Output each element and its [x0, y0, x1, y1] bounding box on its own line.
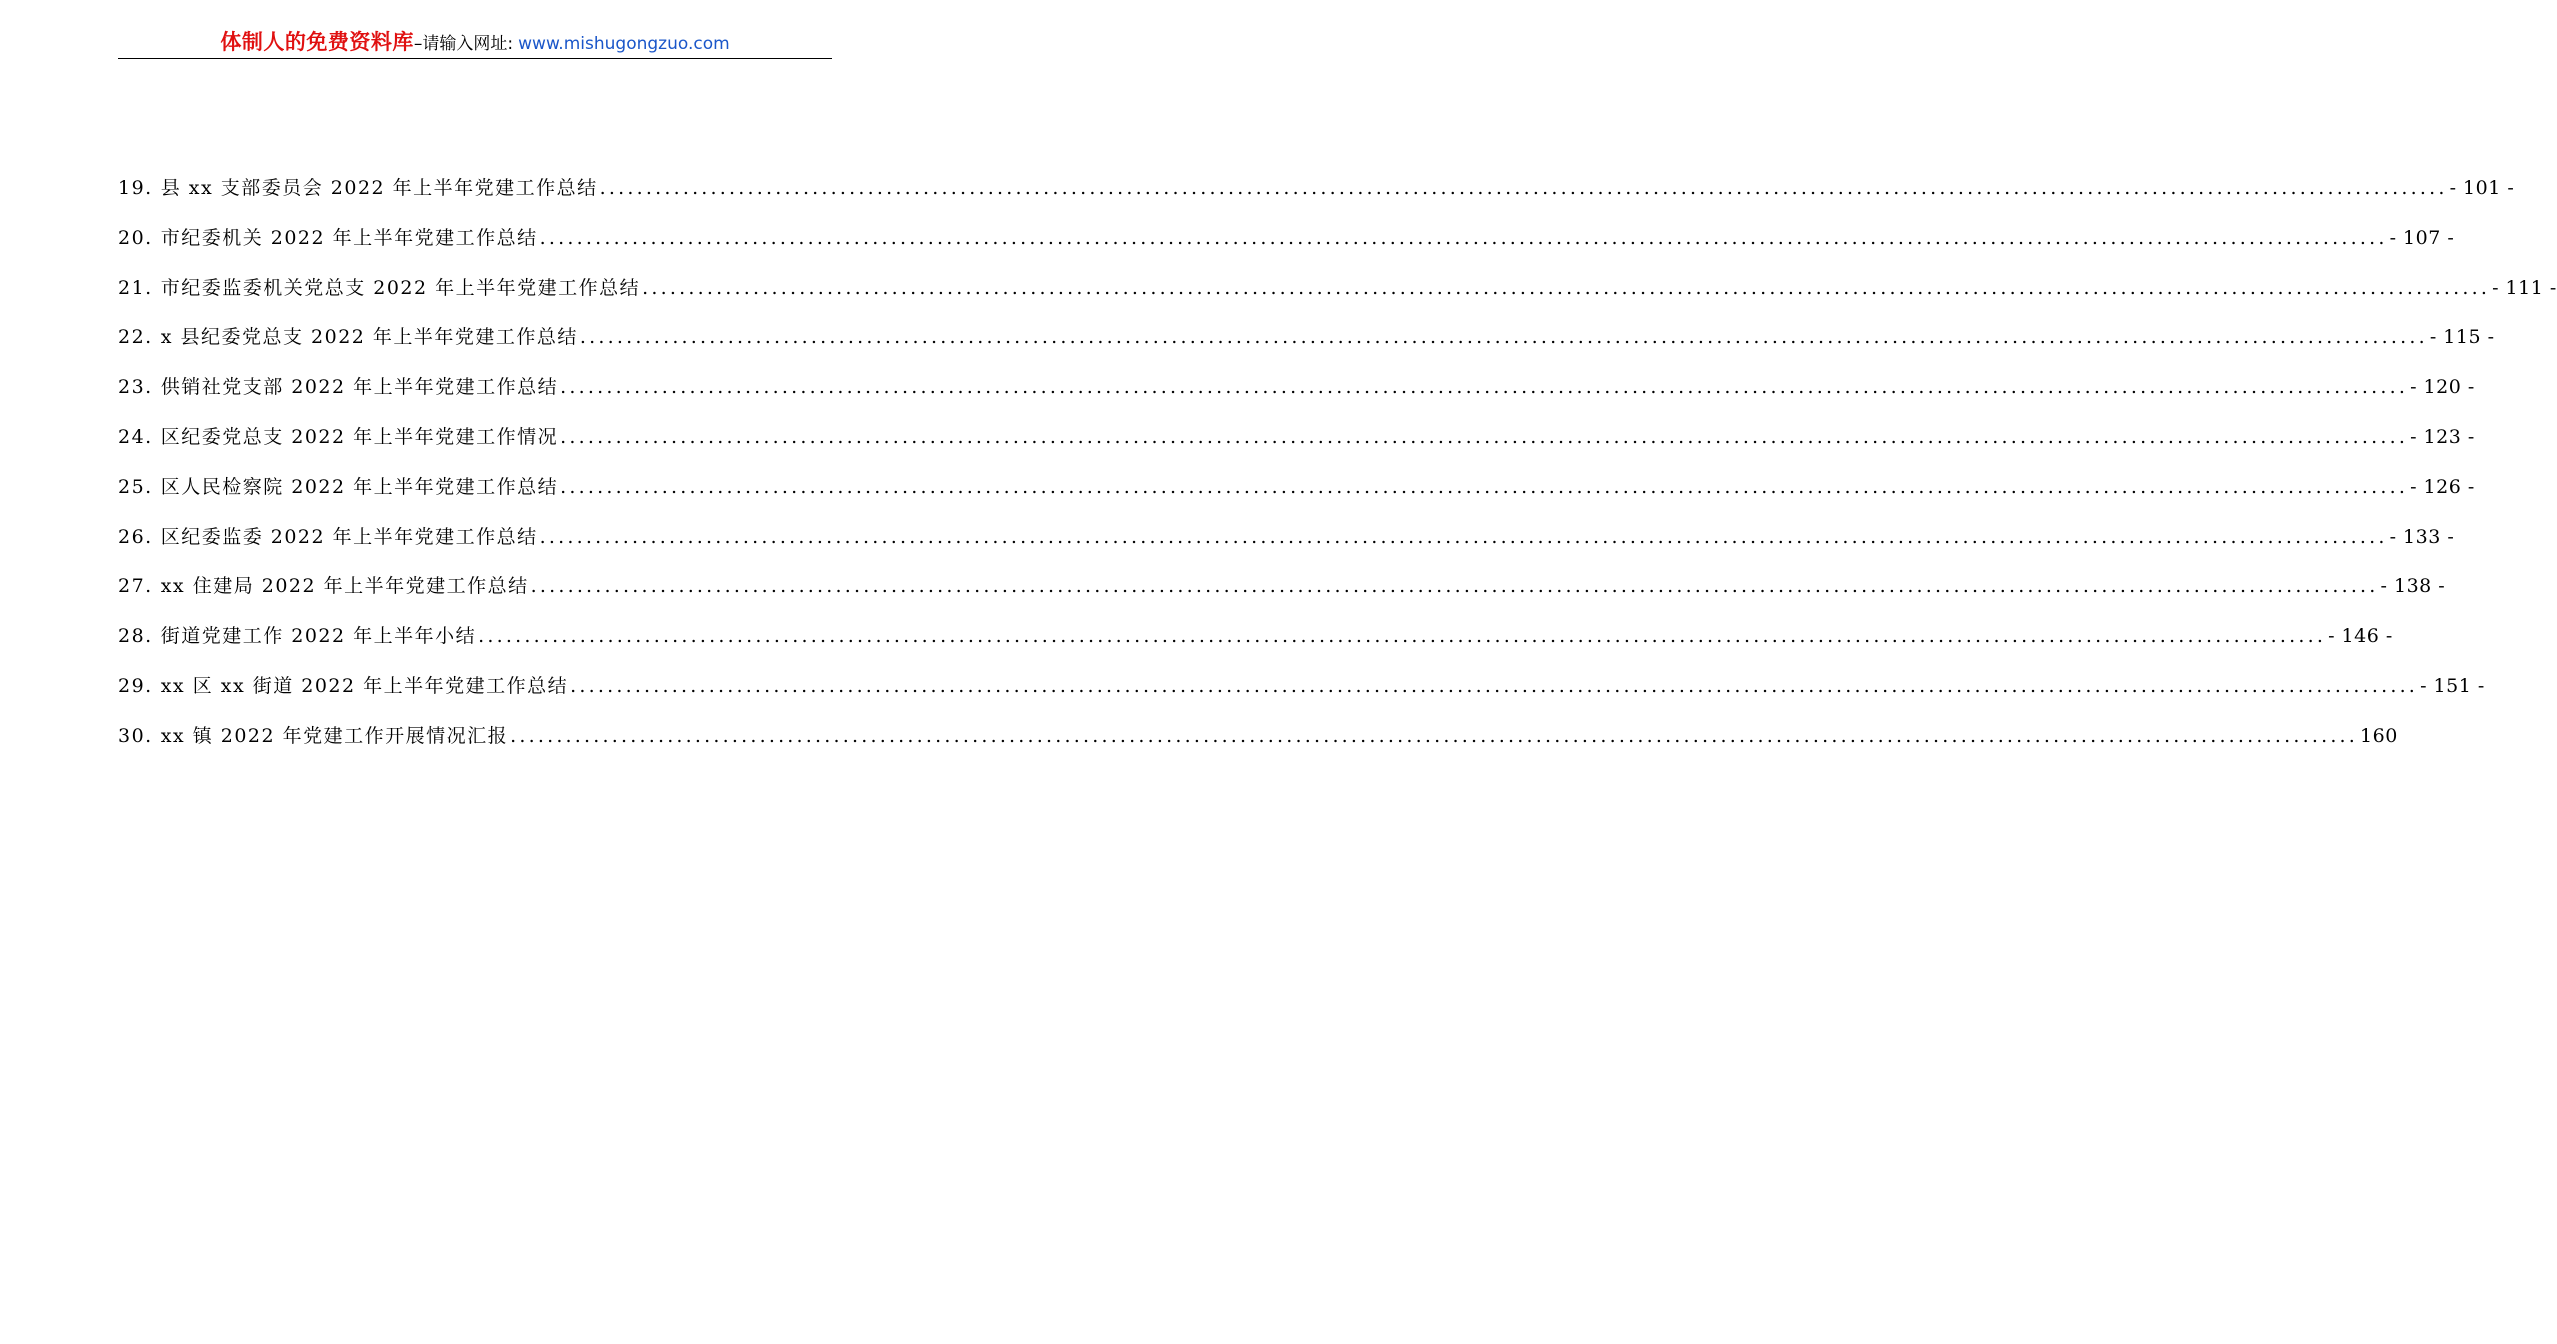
toc-entry-page: 160 — [2360, 724, 2398, 747]
toc-entry-27[interactable] — [118, 566, 2446, 616]
toc-entry-number: 23. — [118, 376, 153, 399]
toc-entry-page: - 146 - — [2328, 625, 2393, 648]
toc-entry-page: - 115 - — [2429, 326, 2495, 349]
toc-entry-title: 市纪委监委机关党总支 2022 年上半年党建工作总结 — [160, 276, 641, 299]
toc-entry-23[interactable] — [118, 367, 2475, 417]
brand-title: 体制人的免费资料库 — [220, 30, 414, 54]
toc-leader-dots: ........................................................................................................................................................................................................ — [560, 376, 2409, 399]
toc-entry-title: x 县纪委党总支 2022 年上半年党建工作总结 — [160, 326, 578, 349]
toc-leader-dots: ........................................................................................................................................................................................................ — [599, 177, 2448, 199]
toc-entry-number: 28. — [118, 625, 153, 648]
toc-entry-title: xx 住建局 2022 年上半年党建工作总结 — [160, 575, 529, 598]
toc-entry-page: - 123 - — [2410, 425, 2475, 448]
toc-entry-30[interactable] — [118, 716, 2398, 766]
toc-leader-dots: ........................................................................................................................................................................................................ — [642, 276, 2491, 299]
toc-entry-number: 25. — [118, 475, 153, 498]
toc-entry-title: 区人民检察院 2022 年上半年党建工作总结 — [160, 475, 559, 498]
toc-entry-page: - 126 - — [2410, 475, 2475, 498]
toc-entry-number: 19. — [118, 177, 153, 199]
toc-entry-page: - 107 - — [2389, 226, 2455, 249]
toc-entry-19[interactable] — [118, 168, 2515, 218]
toc-leader-dots: ........................................................................................................................................................................................................ — [510, 724, 2359, 747]
toc-leader-dots: ........................................................................................................................................................................................................ — [570, 674, 2419, 697]
toc-entry-20[interactable] — [118, 218, 2455, 268]
toc-entry-title: 区纪委党总支 2022 年上半年党建工作情况 — [160, 425, 559, 448]
toc-entry-title: xx 区 xx 街道 2022 年上半年党建工作总结 — [160, 674, 569, 697]
toc-entry-title: 供销社党支部 2022 年上半年党建工作总结 — [160, 376, 559, 399]
toc-entry-number: 29. — [118, 674, 153, 697]
toc-entry-25[interactable] — [118, 467, 2475, 517]
toc-entry-title: 县 xx 支部委员会 2022 年上半年党建工作总结 — [160, 177, 598, 199]
toc-leader-dots: ........................................................................................................................................................................................................ — [530, 575, 2379, 598]
toc-entry-number: 21. — [118, 276, 153, 299]
toc-entry-title: 区纪委监委 2022 年上半年党建工作总结 — [160, 525, 538, 548]
toc-leader-dots: ........................................................................................................................................................................................................ — [539, 525, 2388, 548]
toc-entry-page: - 101 - — [2449, 177, 2515, 199]
toc-leader-dots: ........................................................................................................................................................................................................ — [560, 475, 2409, 498]
table-of-contents — [118, 168, 2557, 766]
site-url-link[interactable]: www.mishugongzuo.com — [518, 34, 730, 54]
toc-entry-22[interactable] — [118, 317, 2495, 367]
toc-entry-page: - 133 - — [2389, 525, 2455, 548]
toc-entry-21[interactable] — [118, 268, 2557, 318]
toc-entry-number: 26. — [118, 525, 153, 548]
toc-leader-dots: ........................................................................................................................................................................................................ — [579, 326, 2428, 349]
toc-entry-28[interactable] — [118, 616, 2393, 666]
page-header — [118, 26, 832, 59]
toc-entry-29[interactable] — [118, 666, 2485, 716]
toc-entry-page: - 120 - — [2410, 376, 2475, 399]
toc-leader-dots: ........................................................................................................................................................................................................ — [539, 226, 2388, 249]
toc-leader-dots: ........................................................................................................................................................................................................ — [478, 625, 2327, 648]
toc-entry-number: 24. — [118, 425, 153, 448]
toc-entry-24[interactable] — [118, 417, 2475, 467]
toc-entry-title: 市纪委机关 2022 年上半年党建工作总结 — [160, 226, 538, 249]
toc-entry-page: - 111 - — [2492, 276, 2557, 299]
url-prompt: –请输入网址: — [413, 34, 514, 54]
toc-leader-dots: ........................................................................................................................................................................................................ — [560, 425, 2409, 448]
toc-entry-title: 街道党建工作 2022 年上半年小结 — [160, 625, 477, 648]
toc-entry-page: - 151 - — [2420, 674, 2485, 697]
toc-entry-26[interactable] — [118, 517, 2455, 567]
toc-entry-page: - 138 - — [2380, 575, 2446, 598]
toc-entry-number: 27. — [118, 575, 153, 598]
toc-entry-number: 22. — [118, 326, 153, 349]
toc-entry-number: 20. — [118, 226, 153, 249]
toc-entry-title: xx 镇 2022 年党建工作开展情况汇报 — [160, 724, 509, 747]
toc-entry-number: 30. — [118, 724, 153, 747]
